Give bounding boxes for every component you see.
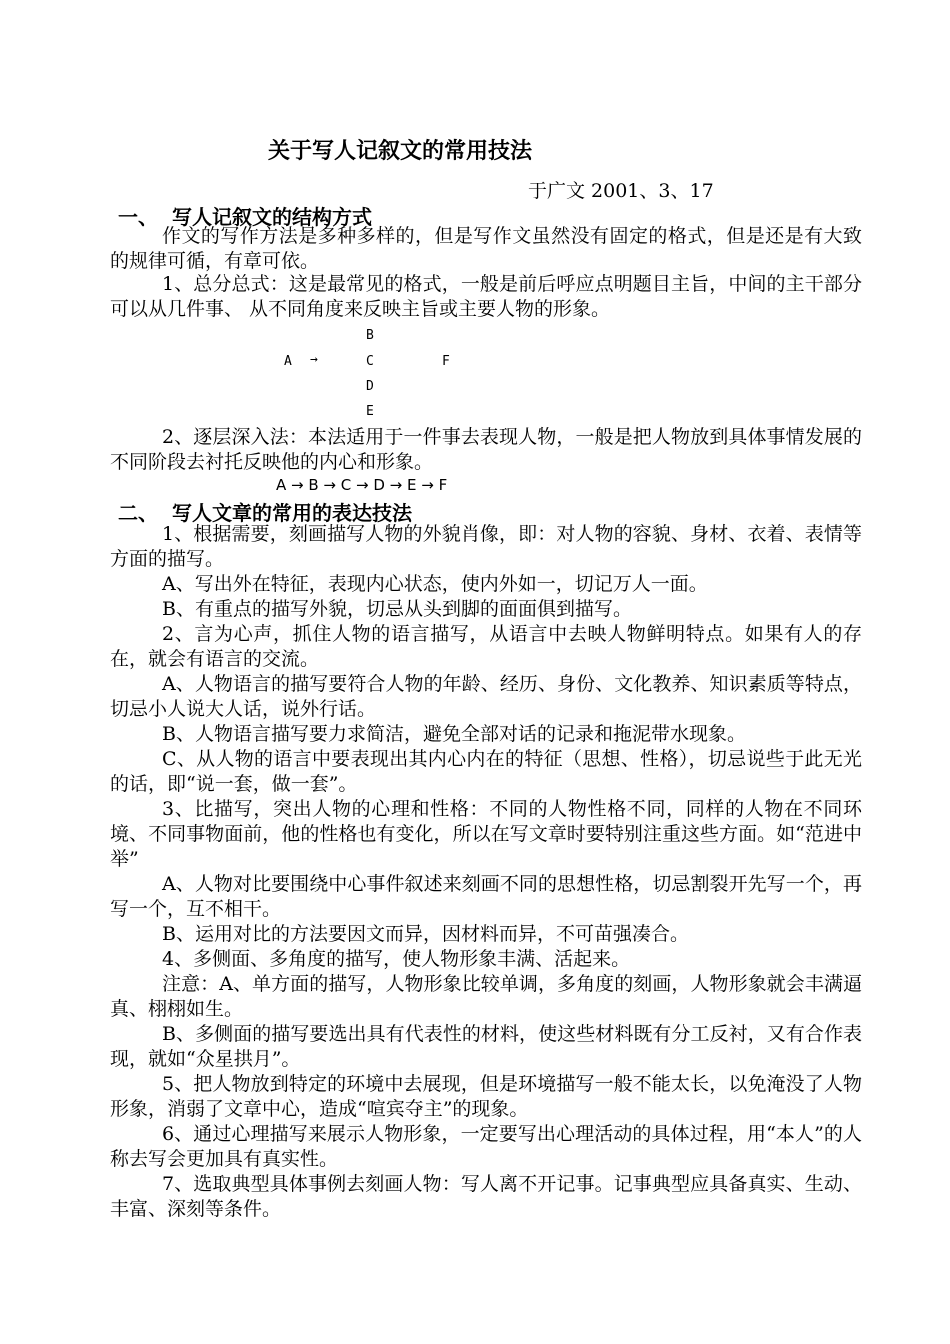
section2-paragraph: 6、通过心理描写来展示人物形象，一定要写出心理活动的具体过程，用“本人”的人称去写会更加具有真实性。 (110, 1123, 862, 1170)
diagram-node-e: E (366, 404, 374, 419)
section2-paragraph: 5、把人物放到特定的环境中去展现，但是环境描写一般不能太长，以免淹没了人物形象，消弱了文章中心，造成“喧宾夺主”的现象。 (110, 1073, 862, 1120)
section2-paragraph: B、多侧面的描写要选出具有代表性的材料，使这些材料既有分工反衬，又有合作表现，就如“众星拱月”。 (110, 1023, 862, 1070)
document-title: 关于写人记叙文的常用技法 (268, 139, 533, 164)
section2-paragraph: 2、言为心声，抓住人物的语言描写，从语言中去映人物鲜明特点。如果有人的存在，就会有语言的交流。 (110, 623, 862, 670)
section2-paragraph: C、从人物的语言中要表现出其内心内在的特征（思想、性格），切忌说些于此无光的话，即“说一套，做一套”。 (110, 748, 862, 795)
diagram-arrow: → (310, 352, 318, 367)
section-number: 二、 (118, 501, 158, 525)
progression-chain: A → B → C → D → E → F (276, 476, 448, 494)
section2-paragraph: 4、多侧面、多角度的描写，使人物形象丰满、活起来。 (162, 948, 631, 970)
section2-paragraph: 7、选取典型具体事例去刻画人物：写人离不开记事。记事典型应具备真实、生动、丰富、深刻等条件。 (110, 1173, 862, 1220)
section2-paragraph: A、写出外在特征，表现内心状态，使内外如一，切记万人一面。 (162, 573, 708, 595)
section2-paragraph: 注意：A、单方面的描写，人物形象比较单调，多角度的刻画，人物形象就会丰满逼真、栩栩如生。 (110, 973, 862, 1020)
section-number: 一、 (118, 205, 158, 229)
section1-paragraph-1: 1、总分总式：这是最常见的格式，一般是前后呼应点明题目主旨，中间的主干部分可以从几件事、 从不同角度来反映主旨或主要人物的形象。 (110, 273, 862, 320)
section2-paragraph: A、人物对比要围绕中心事件叙述来刻画不同的思想性格，切忌割裂开先写一个，再写一个，互不相干。 (110, 873, 862, 920)
author-date-line: 于广文 2001、3、17 (528, 180, 714, 202)
section2-paragraph: 1、根据需要，刻画描写人物的外貌肖像，即：对人物的容貌、身材、衣着、表情等方面的描写。 (110, 523, 862, 570)
section1-paragraph-2: 2、逐层深入法：本法适用于一件事去表现人物，一般是把人物放到具体事情发展的不同阶段去衬托反映他的内心和形象。 (110, 426, 862, 473)
diagram-node-c: C (366, 354, 374, 369)
section2-paragraph: A、人物语言的描写要符合人物的年龄、经历、身份、文化教养、知识素质等特点，切忌小人说大人话，说外行话。 (110, 673, 862, 720)
diagram-node-a: A (284, 354, 292, 369)
section-heading-text: 写人文章的常用的表达技法 (172, 501, 412, 525)
section2-paragraph: 3、比描写，突出人物的心理和性格：不同的人物性格不同，同样的人物在不同环境、不同事物面前，他的性格也有变化，所以在写文章时要特别注重这些方面。如“范进中举” (110, 798, 862, 870)
diagram-node-b: B (366, 328, 374, 343)
section-heading-text: 写人记叙文的结构方式 (172, 205, 372, 229)
section1-intro: 作文的写作方法是多种多样的，但是写作文虽然没有固定的格式，但是还是有大致的规律可循，有章可依。 (110, 225, 862, 272)
diagram-node-f: F (442, 354, 450, 369)
section2-paragraph: B、运用对比的方法要因文而异，因材料而异，不可苗强凑合。 (162, 923, 689, 945)
section2-paragraph: B、人物语言描写要力求简洁，避免全部对话的记录和拖泥带水现象。 (162, 723, 746, 745)
section2-paragraph: B、有重点的描写外貌，切忌从头到脚的面面俱到描写。 (162, 598, 632, 620)
diagram-node-d: D (366, 379, 374, 394)
